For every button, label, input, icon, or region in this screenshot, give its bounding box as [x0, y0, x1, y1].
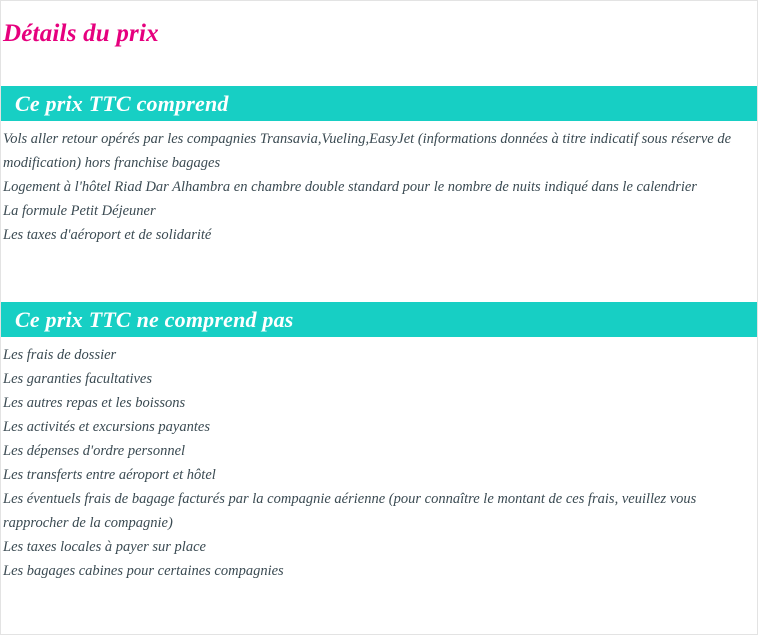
list-item: Les transferts entre aéroport et hôtel: [3, 467, 216, 483]
list-item: Les garanties facultatives: [3, 371, 153, 387]
list-item: Logement à l'hôtel Riad Dar Alhambra en chambre double standard pour le nombre de nuits indiqué dans le calendrier: [3, 179, 697, 195]
section-header-includes-label: Ce prix TTC comprend: [15, 90, 229, 116]
list-item: Vols aller retour opérés par les compagnies Transavia,Vueling,EasyJet (informations données à titre indicatif sous réserve de modification) hors franchise bagages: [3, 131, 732, 171]
list-item: Les taxes locales à payer sur place: [3, 539, 206, 555]
list-item: Les frais de dossier: [3, 347, 117, 363]
excludes-list: [1, 337, 757, 583]
list-item: La formule Petit Déjeuner: [3, 203, 156, 219]
list-item: Les dépenses d'ordre personnel: [3, 443, 186, 459]
page-title: Détails du prix: [3, 20, 159, 47]
list-item: Les bagages cabines pour certaines compagnies: [3, 563, 284, 579]
section-header-includes: [1, 86, 757, 121]
list-item: Les activités et excursions payantes: [3, 419, 210, 435]
section-header-excludes: [1, 302, 757, 337]
list-item: Les autres repas et les boissons: [3, 395, 186, 411]
list-item: Les éventuels frais de bagage facturés par la compagnie aérienne (pour connaître le montant de ces frais, veuillez vous rapprocher de la compagnie): [3, 491, 697, 531]
section-price-excludes: [1, 302, 757, 583]
includes-list: [1, 121, 757, 247]
section-price-includes: [1, 86, 757, 247]
list-item: Les taxes d'aéroport et de solidarité: [3, 227, 212, 243]
section-header-excludes-label: Ce prix TTC ne comprend pas: [15, 306, 294, 332]
